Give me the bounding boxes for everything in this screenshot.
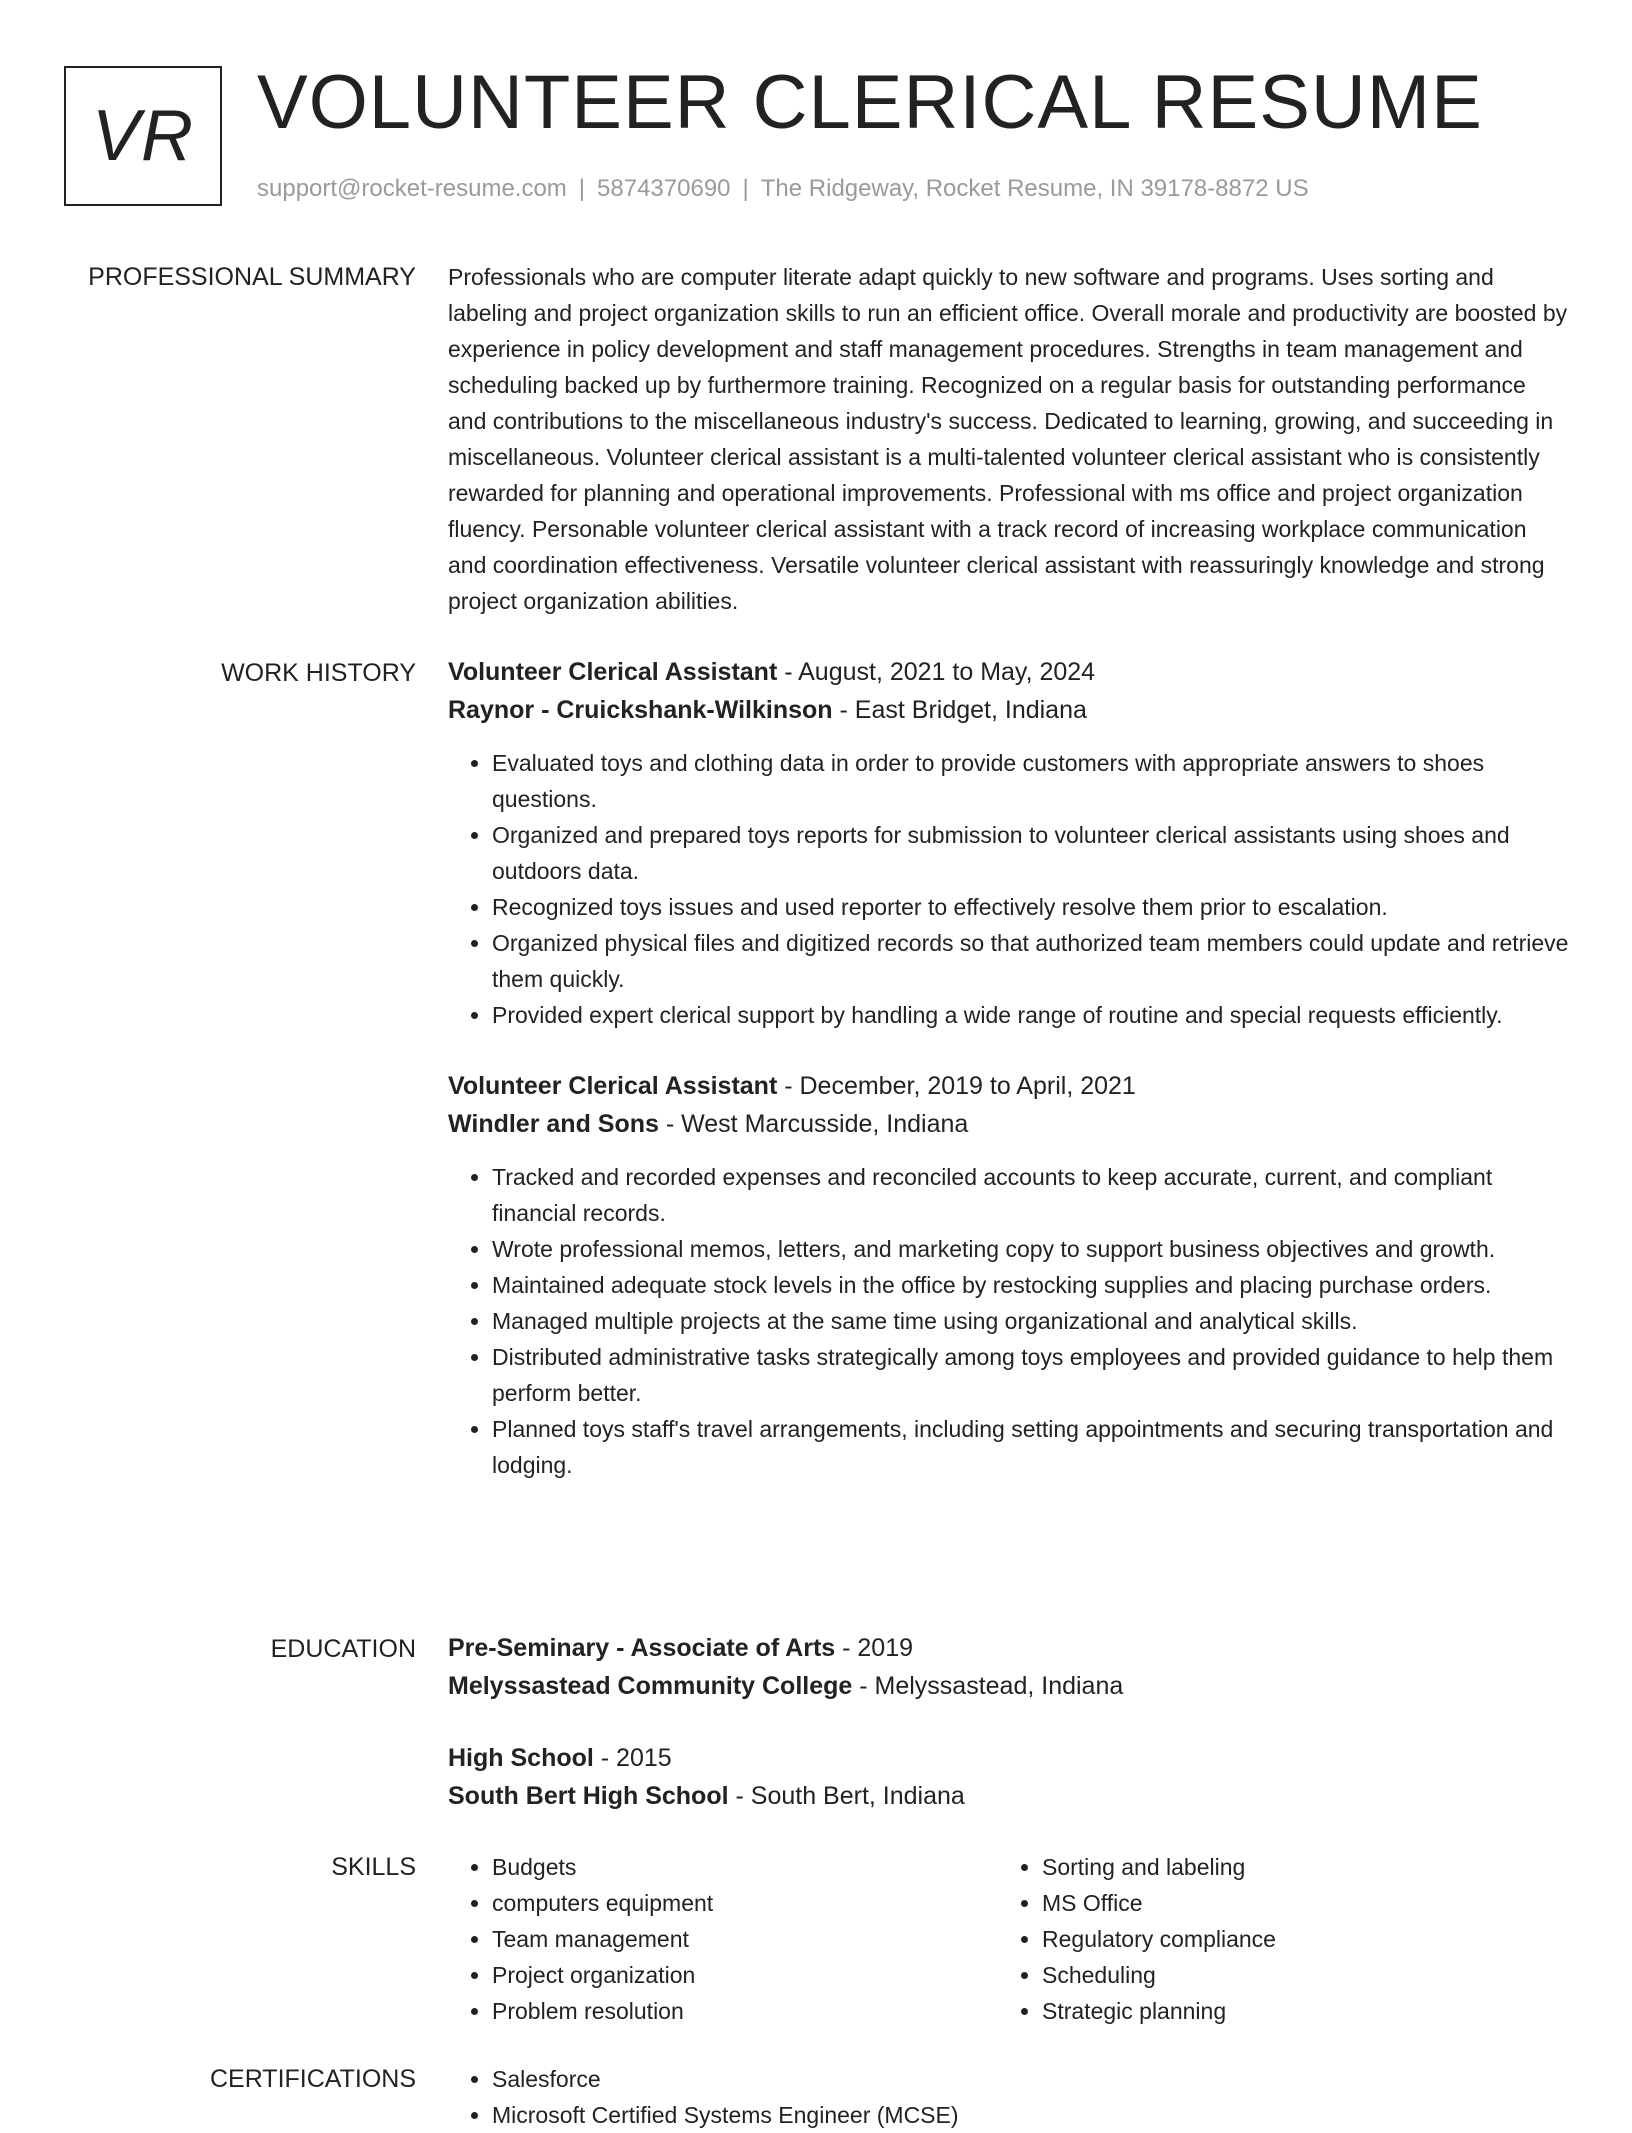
- contact-separator: |: [578, 175, 586, 202]
- job-title-line: [448, 653, 1570, 691]
- section-title-skills: SKILLS: [331, 1853, 416, 1881]
- skill-item: • Team management: [492, 1921, 998, 1957]
- skill-item: • Project organization: [492, 1957, 998, 1993]
- job-company: Windler and Sons: [448, 1110, 659, 1138]
- skills-list-right: [998, 1849, 1548, 2029]
- skills-list-left: [448, 1849, 998, 2029]
- skill-item: • computers equipment: [492, 1885, 998, 1921]
- skills-section: [448, 1849, 1570, 2029]
- education-degree-line: [448, 1629, 1570, 1667]
- education-location: - South Bert, Indiana: [728, 1782, 965, 1810]
- contact-line: [257, 174, 1309, 204]
- education-year: - 2019: [835, 1634, 914, 1662]
- education-school: South Bert High School: [448, 1782, 729, 1810]
- job-role: Volunteer Clerical Assistant: [448, 1072, 778, 1100]
- education-section: [448, 1629, 1570, 1815]
- education-entry: [448, 1739, 1570, 1815]
- job-entry: [448, 1067, 1570, 1483]
- monogram-initials: VR: [91, 96, 195, 176]
- section-title-certifications: CERTIFICATIONS: [209, 2065, 416, 2093]
- job-duty: • Organized and prepared toys reports for submission to volunteer clerical assistants using shoes and outdoors data.: [492, 817, 1570, 889]
- job-duty: • Evaluated toys and clothing data in order to provide customers with appropriate answers to shoes questions.: [492, 745, 1570, 817]
- education-degree: High School: [448, 1744, 594, 1772]
- skill-item: • Strategic planning: [1042, 1993, 1548, 2029]
- job-company-line: [448, 691, 1570, 729]
- job-duty: • Maintained adequate stock levels in the office by restocking supplies and placing purchase orders.: [492, 1267, 1570, 1303]
- job-duties-list: [448, 1159, 1570, 1483]
- summary-text: Professionals who are computer literate adapt quickly to new software and programs. Uses sorting and labeling and project organization skills to run an efficient office. Overall morale and productivity are boosted by experience in policy development and staff management procedures. Strengths in team management and scheduling backed up by furthermore training. Recognized on a regular basis for outstanding performance and contributions to the miscellaneous industry's success. Dedicated to learning, growing, and succeeding in miscellaneous. Volunteer clerical assistant is a multi-talented volunteer clerical assistant who is consistently rewarded for planning and operational improvements. Professional with ms office and project organization fluency. Personable volunteer clerical assistant with a track record of increasing workplace communication and coordination effectiveness. Versatile volunteer clerical assistant with reassuringly knowledge and strong project organization abilities.: [448, 264, 1568, 614]
- education-entry: [448, 1629, 1570, 1705]
- skill-item: • MS Office: [1042, 1885, 1548, 1921]
- section-title-work: WORK HISTORY: [221, 659, 416, 687]
- job-dates: - December, 2019 to April, 2021: [777, 1072, 1136, 1100]
- education-degree-line: [448, 1739, 1570, 1777]
- education-degree: Pre-Seminary - Associate of Arts: [448, 1634, 836, 1662]
- job-duty: • Organized physical files and digitized records so that authorized team members could update and retrieve them quickly.: [492, 925, 1570, 997]
- job-duties-list: [448, 745, 1570, 1033]
- job-duty: • Tracked and recorded expenses and reconciled accounts to keep accurate, current, and compliant financial records.: [492, 1159, 1570, 1231]
- skill-item: • Scheduling: [1042, 1957, 1548, 1993]
- job-company: Raynor - Cruickshank-Wilkinson: [448, 696, 833, 724]
- summary-section: [448, 259, 1570, 619]
- job-duty: • Managed multiple projects at the same time using organizational and analytical skills.: [492, 1303, 1570, 1339]
- section-title-summary: PROFESSIONAL SUMMARY: [88, 263, 416, 291]
- education-school-line: [448, 1777, 1570, 1815]
- certification-item: • Microsoft Certified Systems Engineer (MCSE): [492, 2097, 1570, 2133]
- education-school: Melyssastead Community College: [448, 1672, 853, 1700]
- job-company-line: [448, 1105, 1570, 1143]
- education-school-line: [448, 1667, 1570, 1705]
- skill-item: • Problem resolution: [492, 1993, 998, 2029]
- skill-item: • Regulatory compliance: [1042, 1921, 1548, 1957]
- job-duty: • Wrote professional memos, letters, and marketing copy to support business objectives and growth.: [492, 1231, 1570, 1267]
- contact-email: support@rocket-resume.com: [257, 175, 567, 202]
- job-role: Volunteer Clerical Assistant: [448, 658, 778, 686]
- contact-phone: 5874370690: [597, 175, 731, 202]
- skills-columns: [448, 1849, 1570, 2029]
- resume-title: VOLUNTEER CLERICAL RESUME: [257, 60, 1483, 145]
- certifications-list: [448, 2061, 1570, 2133]
- job-duty: • Planned toys staff's travel arrangements, including setting appointments and securing transportation and lodging.: [492, 1411, 1570, 1483]
- certifications-section: [448, 2061, 1570, 2133]
- job-title-line: [448, 1067, 1570, 1105]
- job-duty: • Distributed administrative tasks strategically among toys employees and provided guidance to help them perform better.: [492, 1339, 1570, 1411]
- skill-item: • Sorting and labeling: [1042, 1849, 1548, 1885]
- monogram-box: [64, 66, 222, 206]
- contact-separator: |: [742, 175, 749, 202]
- job-dates: - August, 2021 to May, 2024: [777, 658, 1096, 686]
- job-duty: • Provided expert clerical support by handling a wide range of routine and special requests efficiently.: [492, 997, 1570, 1033]
- job-entry: [448, 653, 1570, 1033]
- section-title-education: EDUCATION: [270, 1635, 416, 1663]
- job-location: - West Marcusside, Indiana: [658, 1110, 969, 1138]
- skill-item: • Budgets: [492, 1849, 998, 1885]
- certification-item: • Salesforce: [492, 2061, 1570, 2097]
- contact-address: The Ridgeway, Rocket Resume, IN 39178-8872 US: [760, 175, 1309, 202]
- education-location: - Melyssastead, Indiana: [852, 1672, 1124, 1700]
- education-year: - 2015: [593, 1744, 672, 1772]
- job-duty: • Recognized toys issues and used reporter to effectively resolve them prior to escalation.: [492, 889, 1570, 925]
- work-section: [448, 653, 1570, 1483]
- job-location: - East Bridget, Indiana: [832, 696, 1087, 724]
